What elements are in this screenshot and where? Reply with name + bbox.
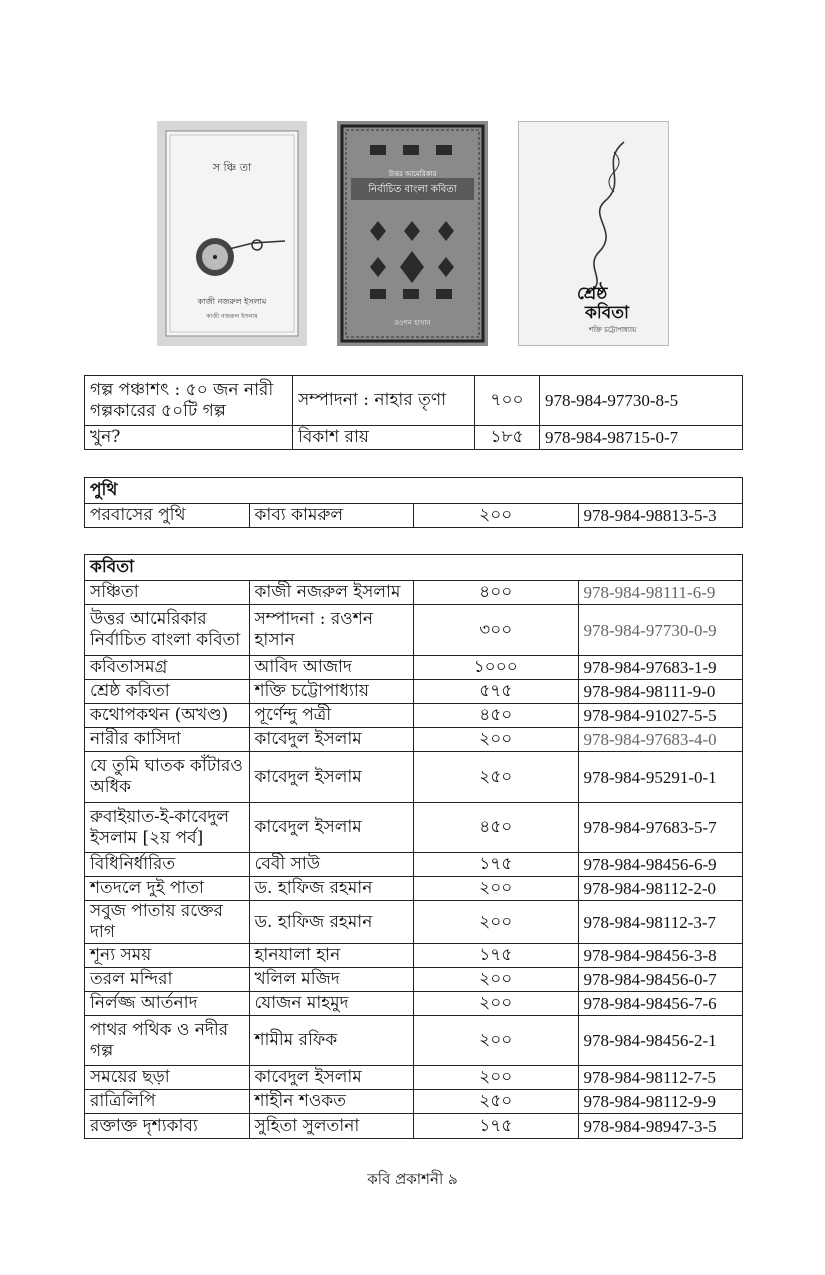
book-author: কাব্য কামরুল (249, 504, 414, 528)
table-row (85, 1090, 743, 1114)
book-price: ৪৫০ (414, 803, 579, 853)
book-isbn: 978-984-91027-5-5 (578, 704, 743, 728)
book-isbn: 978-984-98456-3-8 (578, 944, 743, 968)
book-isbn: 978-984-98112-2-0 (578, 877, 743, 901)
book-author: শক্তি চট্টোপাধ্যায় (249, 680, 414, 704)
book-isbn: 978-984-98111-9-0 (578, 680, 743, 704)
book-title: রুবাইয়াত-ই-কাবেদুল ইসলাম [২য় পর্ব] (85, 803, 250, 853)
book-author: খলিল মজিদ (249, 968, 414, 992)
book-author: হানযালা হান (249, 944, 414, 968)
table-row (85, 752, 743, 803)
book-isbn: 978-984-95291-0-1 (578, 752, 743, 803)
book-price: ৪০০ (414, 581, 579, 605)
book-author: যোজন মাহমুদ (249, 992, 414, 1016)
table-row (85, 426, 743, 450)
book-price: ২৫০ (414, 1090, 579, 1114)
book-isbn: 978-984-97683-4-0 (578, 728, 743, 752)
cover-uttar-americar-kicker: উত্তর আমেরিকার (388, 170, 437, 178)
table-row (85, 1066, 743, 1090)
table-row (85, 1114, 743, 1139)
cover-sanchita-title: স ঞ্চি তা (212, 161, 252, 174)
table-row (85, 992, 743, 1016)
book-title: শূন্য সময় (85, 944, 250, 968)
section-heading-puthi: পুথি (85, 478, 743, 504)
book-author: কাবেদুল ইসলাম (249, 752, 414, 803)
cover-sanchita-author: কাজী নজরুল ইসলাম (197, 297, 267, 306)
book-price: ৪৫০ (414, 704, 579, 728)
cover-uttar-americar-editor: রওশন হাসান (394, 319, 431, 327)
table-row (85, 704, 743, 728)
book-isbn: 978-984-98111-6-9 (578, 581, 743, 605)
book-price: ২০০ (414, 901, 579, 944)
book-isbn: 978-984-98813-5-3 (578, 504, 743, 528)
book-author: কাবেদুল ইসলাম (249, 728, 414, 752)
book-title: সঞ্চিতা (85, 581, 250, 605)
cover-sanchita (157, 121, 307, 346)
table-row (85, 581, 743, 605)
book-price: ২০০ (414, 992, 579, 1016)
cover-uttar-americar-title: নির্বাচিত বাংলা কবিতা (368, 184, 457, 195)
book-price: ২০০ (414, 1016, 579, 1066)
book-price: ২০০ (414, 968, 579, 992)
table-galpa (84, 375, 743, 450)
book-isbn: 978-984-98947-3-5 (578, 1114, 743, 1139)
book-title: রক্তাক্ত দৃশ্যকাব্য (85, 1114, 250, 1139)
book-isbn: 978-984-98112-3-7 (578, 901, 743, 944)
table-row (85, 803, 743, 853)
table-row (85, 968, 743, 992)
table-row (85, 680, 743, 704)
table-row (85, 944, 743, 968)
book-author: আবিদ আজাদ (249, 656, 414, 680)
book-isbn: 978-984-98112-7-5 (578, 1066, 743, 1090)
book-isbn: 978-984-97730-0-9 (578, 605, 743, 656)
section-heading-kobita: কবিতা (85, 555, 743, 581)
book-title: খুন? (85, 426, 293, 450)
book-title: শ্রেষ্ঠ কবিতা (85, 680, 250, 704)
book-title: কবিতাসমগ্র (85, 656, 250, 680)
book-author: ড. হাফিজ রহমান (249, 901, 414, 944)
book-title: বিধিনির্ধারিত (85, 853, 250, 877)
book-author: সম্পাদনা : নাহার তৃণা (293, 376, 475, 426)
book-price: ২৫০ (414, 752, 579, 803)
table-row (85, 504, 743, 528)
book-price: ৫৭৫ (414, 680, 579, 704)
section-header-row (85, 555, 743, 581)
book-author: সম্পাদনা : রওশন হাসান (249, 605, 414, 656)
book-isbn: 978-984-98715-0-7 (540, 426, 743, 450)
table-row (85, 376, 743, 426)
cover-uttar-americar-art (337, 121, 488, 346)
book-price: ২০০ (414, 728, 579, 752)
book-isbn: 978-984-98456-2-1 (578, 1016, 743, 1066)
book-price: ২০০ (414, 877, 579, 901)
book-title: রাত্রিলিপি (85, 1090, 250, 1114)
table-row (85, 728, 743, 752)
book-isbn: 978-984-97683-5-7 (578, 803, 743, 853)
table-row (85, 853, 743, 877)
book-author: সুহিতা সুলতানা (249, 1114, 414, 1139)
book-author: ড. হাফিজ রহমান (249, 877, 414, 901)
book-price: ১৭৫ (414, 1114, 579, 1139)
book-isbn: 978-984-97730-8-5 (540, 376, 743, 426)
book-title: গল্প পঞ্চাশৎ : ৫০ জন নারী গল্পকারের ৫০টি গল্প (85, 376, 293, 426)
book-title: যে তুমি ঘাতক কাঁটারও অধিক (85, 752, 250, 803)
book-title: নারীর কাসিদা (85, 728, 250, 752)
book-author: পূর্ণেন্দু পত্রী (249, 704, 414, 728)
book-author: বিকাশ রায় (293, 426, 475, 450)
book-title: নির্লজ্জ আর্তনাদ (85, 992, 250, 1016)
book-author: শামীম রফিক (249, 1016, 414, 1066)
book-price: ৭০০ (475, 376, 540, 426)
table-row (85, 877, 743, 901)
book-title: শতদলে দুই পাতা (85, 877, 250, 901)
cover-sanchita-subtitle: কাজী নজরুল ইসলাম (206, 313, 258, 320)
cover-shreshtha-author: শক্তি চট্টোপাধ্যায় (589, 326, 637, 334)
page-footer: কবি প্রকাশনী ৯ (367, 1170, 458, 1188)
book-title: কথোপকথন (অখণ্ড) (85, 704, 250, 728)
table-row (85, 901, 743, 944)
book-author: কাজী নজরুল ইসলাম (249, 581, 414, 605)
book-price: ২০০ (414, 504, 579, 528)
book-title: সবুজ পাতায় রক্তের দাগ (85, 901, 250, 944)
book-price: ২০০ (414, 1066, 579, 1090)
cover-shreshtha-kobita (518, 121, 669, 346)
book-title: পরবাসের পুথি (85, 504, 250, 528)
book-title: তরল মন্দিরা (85, 968, 250, 992)
book-title: পাথর পথিক ও নদীর গল্প (85, 1016, 250, 1066)
book-author: কাবেদুল ইসলাম (249, 803, 414, 853)
section-header-row (85, 478, 743, 504)
table-puthi (84, 477, 743, 528)
book-isbn: 978-984-98456-7-6 (578, 992, 743, 1016)
book-price: ১৭৫ (414, 944, 579, 968)
book-author: বেবী সাউ (249, 853, 414, 877)
book-isbn: 978-984-97683-1-9 (578, 656, 743, 680)
book-author: কাবেদুল ইসলাম (249, 1066, 414, 1090)
book-isbn: 978-984-98456-6-9 (578, 853, 743, 877)
table-row (85, 1016, 743, 1066)
cover-shreshtha-title1: শ্রেষ্ঠ (577, 284, 608, 304)
book-title: সময়ের ছড়া (85, 1066, 250, 1090)
book-author: শাহীন শওকত (249, 1090, 414, 1114)
table-row (85, 656, 743, 680)
table-row (85, 605, 743, 656)
book-isbn: 978-984-98456-0-7 (578, 968, 743, 992)
book-price: ৩০০ (414, 605, 579, 656)
book-price: ১৭৫ (414, 853, 579, 877)
cover-shreshtha-title2: কবিতা (585, 303, 629, 323)
cover-uttar-americar (337, 121, 488, 346)
book-price: ১৮৫ (475, 426, 540, 450)
book-isbn: 978-984-98112-9-9 (578, 1090, 743, 1114)
book-title: উত্তর আমেরিকার নির্বাচিত বাংলা কবিতা (85, 605, 250, 656)
table-kobita (84, 554, 743, 1139)
book-price: ১০০০ (414, 656, 579, 680)
